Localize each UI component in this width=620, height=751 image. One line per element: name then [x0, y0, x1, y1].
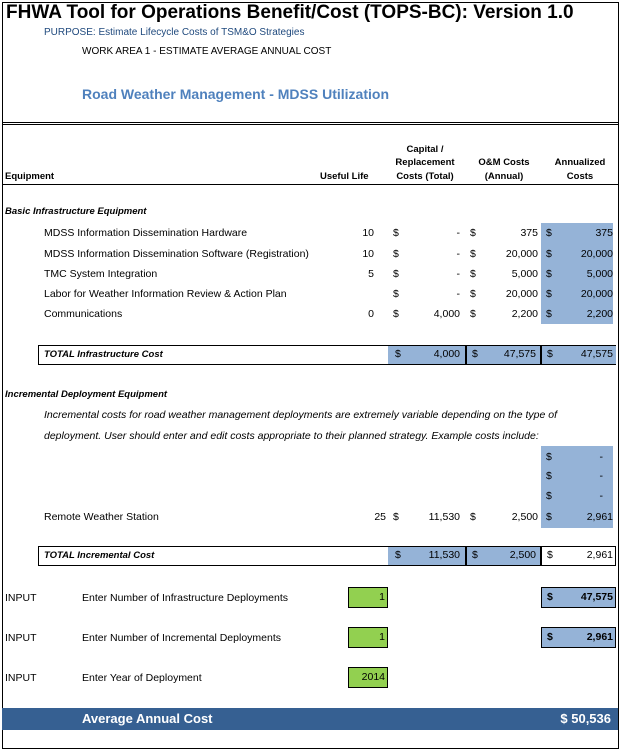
basic-row-5-cur1: $ — [393, 308, 399, 320]
header-divider-2 — [2, 124, 618, 125]
col-annualized-1: Annualized — [554, 157, 606, 168]
basic-row-2-cur3: $ — [546, 248, 552, 260]
basic-row-5-capital[interactable]: 4,000 — [433, 308, 460, 320]
basic-row-3-cur3: $ — [546, 268, 552, 280]
incremental-blank-cur-2: $ — [546, 470, 552, 482]
frame-bottom — [2, 748, 618, 749]
basic-section-header: Basic Infrastructure Equipment — [5, 206, 147, 217]
basic-row-2-capital[interactable]: - — [456, 248, 460, 260]
total-infra-cur1: $ — [395, 348, 401, 360]
basic-row-2-life[interactable]: 10 — [362, 248, 374, 260]
basic-row-3-annual: 5,000 — [586, 268, 613, 280]
basic-row-3-name: TMC System Integration — [44, 268, 158, 280]
basic-row-3-capital[interactable]: - — [456, 268, 460, 280]
basic-row-4-cur1: $ — [393, 288, 399, 300]
input-1-tag: INPUT — [5, 592, 37, 604]
incremental-note-2: deployment. User should enter and edit costs appropriate to their planned strategy. Example costs include: — [44, 430, 539, 442]
basic-row-1-life[interactable]: 10 — [362, 227, 374, 239]
basic-row-1-annual: 375 — [595, 227, 613, 239]
total-incr-cur1: $ — [395, 549, 401, 561]
infrastructure-deployments-input[interactable] — [348, 587, 388, 608]
input-2-result: 2,961 — [586, 631, 613, 643]
total-incr-cur3: $ — [547, 549, 553, 561]
total-incr-annual: 2,961 — [586, 549, 613, 561]
average-annual-cost-value: $ 50,536 — [560, 711, 611, 726]
total-incr-capital: 11,530 — [428, 549, 460, 561]
input-1-cur: $ — [547, 591, 553, 603]
average-annual-cost-label: Average Annual Cost — [82, 711, 213, 726]
total-incremental-label: TOTAL Incremental Cost — [44, 550, 155, 561]
basic-row-4-cur3: $ — [546, 288, 552, 300]
incremental-section-header: Incremental Deployment Equipment — [5, 389, 168, 400]
total-infra-cur3: $ — [547, 348, 553, 360]
basic-row-4-name: Labor for Weather Information Review & Action Plan — [44, 288, 287, 300]
incremental-blank-val-3: - — [599, 490, 603, 502]
basic-row-5-om[interactable]: 2,200 — [511, 308, 538, 320]
basic-row-5-name: Communications — [44, 308, 123, 320]
page-title: FHWA Tool for Operations Benefit/Cost (TOPS-BC): Version 1.0 — [6, 2, 574, 23]
basic-row-1-cur3: $ — [546, 227, 552, 239]
total-infrastructure-label: TOTAL Infrastructure Cost — [44, 349, 163, 360]
year-of-deployment-input[interactable] — [348, 667, 388, 688]
basic-row-2-cur1: $ — [393, 248, 399, 260]
basic-row-2-cur2: $ — [470, 248, 476, 260]
frame-left — [2, 2, 3, 749]
total-infra-capital: 4,000 — [433, 348, 460, 360]
basic-row-5-cur3: $ — [546, 308, 552, 320]
work-area-text: WORK AREA 1 - ESTIMATE AVERAGE ANNUAL COST — [82, 46, 332, 57]
basic-row-1-om[interactable]: 375 — [520, 227, 538, 239]
incremental-row-cur1: $ — [393, 511, 399, 523]
incremental-row-annual: 2,961 — [586, 511, 613, 523]
total-infra-om: 47,575 — [503, 348, 536, 360]
total-incr-divider-1 — [465, 546, 467, 566]
incremental-deployments-input[interactable] — [348, 627, 388, 648]
incremental-blank-val-1: - — [599, 451, 603, 463]
incremental-row-capital[interactable]: 11,530 — [428, 511, 460, 523]
total-incr-cur2: $ — [472, 549, 478, 561]
basic-row-5-cur2: $ — [470, 308, 476, 320]
input-1-label: Enter Number of Infrastructure Deployments — [82, 592, 289, 604]
incremental-row-name: Remote Weather Station — [44, 511, 159, 523]
basic-row-1-capital[interactable]: - — [456, 227, 460, 239]
total-infra-divider-1 — [465, 345, 467, 365]
incremental-blank-val-2: - — [599, 470, 603, 482]
total-incr-om: 2,500 — [509, 549, 536, 561]
col-equipment: Equipment — [5, 171, 55, 182]
input-3-tag: INPUT — [5, 672, 37, 684]
header-divider — [2, 122, 618, 123]
basic-row-2-om[interactable]: 20,000 — [505, 248, 538, 260]
total-incr-divider-2 — [540, 546, 542, 566]
col-capital-3: Costs (Total) — [396, 171, 454, 182]
incremental-deployments-value: 1 — [379, 631, 385, 643]
basic-row-4-om[interactable]: 20,000 — [505, 288, 538, 300]
col-capital-2: Replacement — [395, 157, 455, 168]
col-annualized-2: Costs — [566, 171, 594, 182]
basic-row-5-annual: 2,200 — [586, 308, 613, 320]
input-1-result: 47,575 — [580, 591, 613, 603]
basic-row-3-om[interactable]: 5,000 — [511, 268, 538, 280]
input-3-label: Enter Year of Deployment — [82, 672, 202, 684]
infrastructure-deployments-value: 1 — [379, 591, 385, 603]
incremental-row-cur2: $ — [470, 511, 476, 523]
basic-row-1-cur1: $ — [393, 227, 399, 239]
incremental-row-cur3: $ — [546, 511, 552, 523]
incremental-row-om[interactable]: 2,500 — [511, 511, 538, 523]
col-useful-life: Useful Life — [320, 171, 369, 182]
frame-right — [618, 2, 619, 749]
purpose-text: PURPOSE: Estimate Lifecycle Costs of TSM&O Strategies — [44, 27, 305, 38]
incremental-blank-cur-1: $ — [546, 451, 552, 463]
total-infra-divider-2 — [540, 345, 542, 365]
incremental-blank-cur-3: $ — [546, 490, 552, 502]
year-of-deployment-value: 2014 — [361, 671, 385, 683]
basic-row-3-life[interactable]: 5 — [368, 268, 374, 280]
basic-row-3-cur2: $ — [470, 268, 476, 280]
incremental-note-1: Incremental costs for road weather management deployments are extremely variable depending on the type of — [44, 409, 558, 421]
basic-row-5-life[interactable]: 0 — [368, 308, 374, 320]
input-2-tag: INPUT — [5, 632, 37, 644]
section-subtitle: Road Weather Management - MDSS Utilization — [82, 86, 389, 102]
basic-row-2-name: MDSS Information Dissemination Software (Registration) — [44, 248, 309, 260]
input-2-label: Enter Number of Incremental Deployments — [82, 632, 282, 644]
input-2-cur: $ — [547, 631, 553, 643]
incremental-row-life[interactable]: 25 — [374, 511, 386, 523]
col-om-1: O&M Costs — [478, 157, 530, 168]
column-header-underline — [2, 184, 618, 185]
basic-row-3-cur1: $ — [393, 268, 399, 280]
col-om-2: (Annual) — [484, 171, 524, 182]
col-capital-1: Capital / — [406, 144, 444, 155]
total-infra-annual: 47,575 — [580, 348, 613, 360]
basic-row-1-cur2: $ — [470, 227, 476, 239]
basic-row-4-cur2: $ — [470, 288, 476, 300]
basic-row-4-capital[interactable]: - — [456, 288, 460, 300]
basic-row-1-name: MDSS Information Dissemination Hardware — [44, 227, 248, 239]
total-infra-cur2: $ — [472, 348, 478, 360]
basic-row-2-annual: 20,000 — [580, 248, 613, 260]
basic-row-4-annual: 20,000 — [580, 288, 613, 300]
